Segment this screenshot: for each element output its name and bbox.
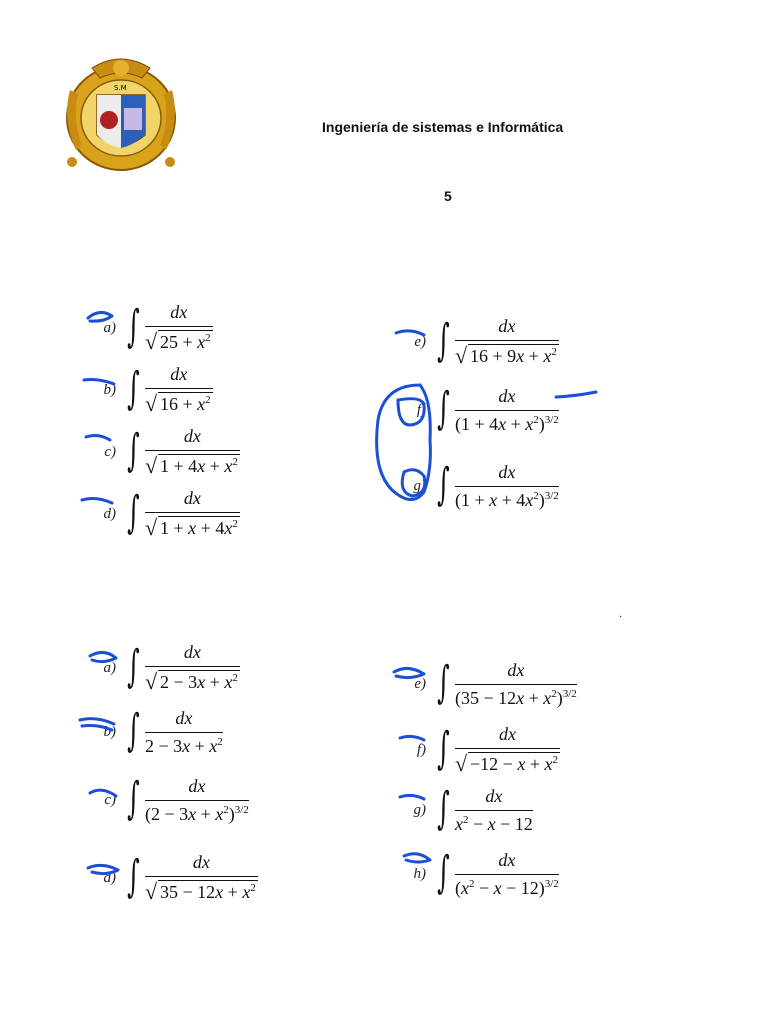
integral-sign-icon: ∫ [127, 301, 140, 352]
denominator: $(35 - 12x + x^2)^{3/2}$ [455, 684, 577, 709]
integral-item [80, 704, 223, 760]
integral-item [390, 846, 559, 902]
sqrt-icon: √ [144, 329, 158, 354]
fraction [145, 302, 213, 354]
integral-sign-icon: ∫ [127, 773, 140, 824]
sqrt-icon: √ [454, 343, 468, 368]
fraction [145, 776, 249, 825]
integral-item [80, 486, 240, 542]
fraction [455, 850, 559, 899]
integral-sign-icon: ∫ [127, 851, 140, 902]
integral-item [80, 362, 213, 418]
denominator: √ $25 + x^2$ [145, 326, 213, 354]
integral-item [80, 640, 240, 696]
fraction [455, 660, 577, 709]
integral-sign-icon: ∫ [127, 705, 140, 756]
integral-item [390, 722, 560, 778]
item-label: c) [104, 443, 116, 460]
sqrt-icon: √ [144, 453, 158, 478]
page-title: Ingeniería de sistemas e Informática [322, 119, 564, 135]
numerator: dx [498, 724, 516, 744]
item-label: f) [416, 401, 426, 418]
numerator: dx [183, 426, 201, 446]
denominator: $(1 + x + 4x^2)^{3/2}$ [455, 486, 559, 511]
numerator: dx [498, 461, 516, 482]
item-label: a) [103, 319, 116, 336]
numerator: dx [192, 852, 210, 872]
sqrt-icon: √ [144, 669, 158, 694]
fraction [455, 386, 559, 435]
integral-item [80, 772, 249, 828]
integral-item [390, 382, 559, 438]
denominator: √ $35 - 12x + x^2$ [145, 876, 258, 904]
integral-sign-icon: ∫ [437, 459, 450, 510]
integral-sign-icon: ∫ [437, 847, 450, 898]
item-label: c) [104, 791, 116, 808]
numerator: dx [183, 642, 201, 662]
numerator: dx [507, 659, 525, 680]
numerator: dx [498, 385, 516, 406]
denominator: $(2 - 3x + x^2)^{3/2}$ [145, 800, 249, 825]
denominator: $(1 + 4x + x^2)^{3/2}$ [455, 410, 559, 435]
stray-dot: . [619, 609, 623, 620]
numerator: dx [170, 302, 188, 322]
integral-item [390, 782, 533, 838]
integral-sign-icon: ∫ [127, 487, 140, 538]
numerator: dx [170, 364, 188, 384]
integral-sign-icon: ∫ [437, 657, 450, 708]
fraction [455, 724, 560, 776]
fraction [145, 708, 223, 757]
numerator: dx [183, 488, 201, 508]
sqrt-icon: √ [144, 515, 158, 540]
integral-sign-icon: ∫ [437, 783, 450, 834]
item-label: a) [103, 659, 116, 676]
sqrt-icon: √ [144, 879, 158, 904]
denominator: √ $1 + 4x + x^2$ [145, 450, 240, 478]
item-label: e) [414, 333, 426, 350]
fraction [455, 316, 559, 368]
fraction [455, 786, 533, 835]
integral-sign-icon: ∫ [127, 641, 140, 692]
numerator: dx [188, 775, 206, 796]
integral-item [80, 300, 213, 356]
fraction [145, 642, 240, 694]
integral-item [390, 656, 577, 712]
integral-sign-icon: ∫ [127, 425, 140, 476]
denominator: √ $-12 - x + x^2$ [455, 748, 560, 776]
integral-sign-icon: ∫ [437, 383, 450, 434]
integral-sign-icon: ∫ [437, 315, 450, 366]
integral-sign-icon: ∫ [127, 363, 140, 414]
fraction [145, 852, 258, 904]
denominator: √ $16 + 9x + x^2$ [455, 340, 559, 368]
numerator: dx [498, 849, 516, 870]
numerator: dx [175, 707, 193, 728]
sqrt-icon: √ [454, 751, 468, 776]
item-label: b) [103, 381, 116, 398]
item-label: e) [414, 675, 426, 692]
item-label: d) [103, 869, 116, 886]
integral-sign-icon: ∫ [437, 723, 450, 774]
numerator: dx [485, 785, 503, 806]
item-label: f) [416, 741, 426, 758]
item-label: h) [413, 865, 426, 882]
numerator: dx [498, 316, 516, 336]
sqrt-icon: √ [144, 391, 158, 416]
integral-item [80, 424, 240, 480]
fraction [145, 488, 240, 540]
fraction [145, 426, 240, 478]
denominator: √ $2 - 3x + x^2$ [145, 666, 240, 694]
denominator: $2 - 3x + x^2$ [145, 732, 223, 757]
denominator: √ $1 + x + 4x^2$ [145, 512, 240, 540]
integral-item [80, 850, 258, 906]
item-label: g) [413, 477, 426, 494]
item-label: g) [413, 801, 426, 818]
integral-item [390, 314, 559, 370]
fraction [455, 462, 559, 511]
item-label: d) [103, 505, 116, 522]
university-seal [62, 50, 180, 178]
denominator: √ $16 + x^2$ [145, 388, 213, 416]
fraction [145, 364, 213, 416]
denominator: $x^2 - x - 12$ [455, 810, 533, 835]
item-label: b) [103, 723, 116, 740]
integral-item [390, 458, 559, 514]
seal-text: S.M [114, 84, 127, 92]
denominator: $(x^2 - x - 12)^{3/2}$ [455, 874, 559, 899]
page-number: 5 [444, 188, 452, 204]
